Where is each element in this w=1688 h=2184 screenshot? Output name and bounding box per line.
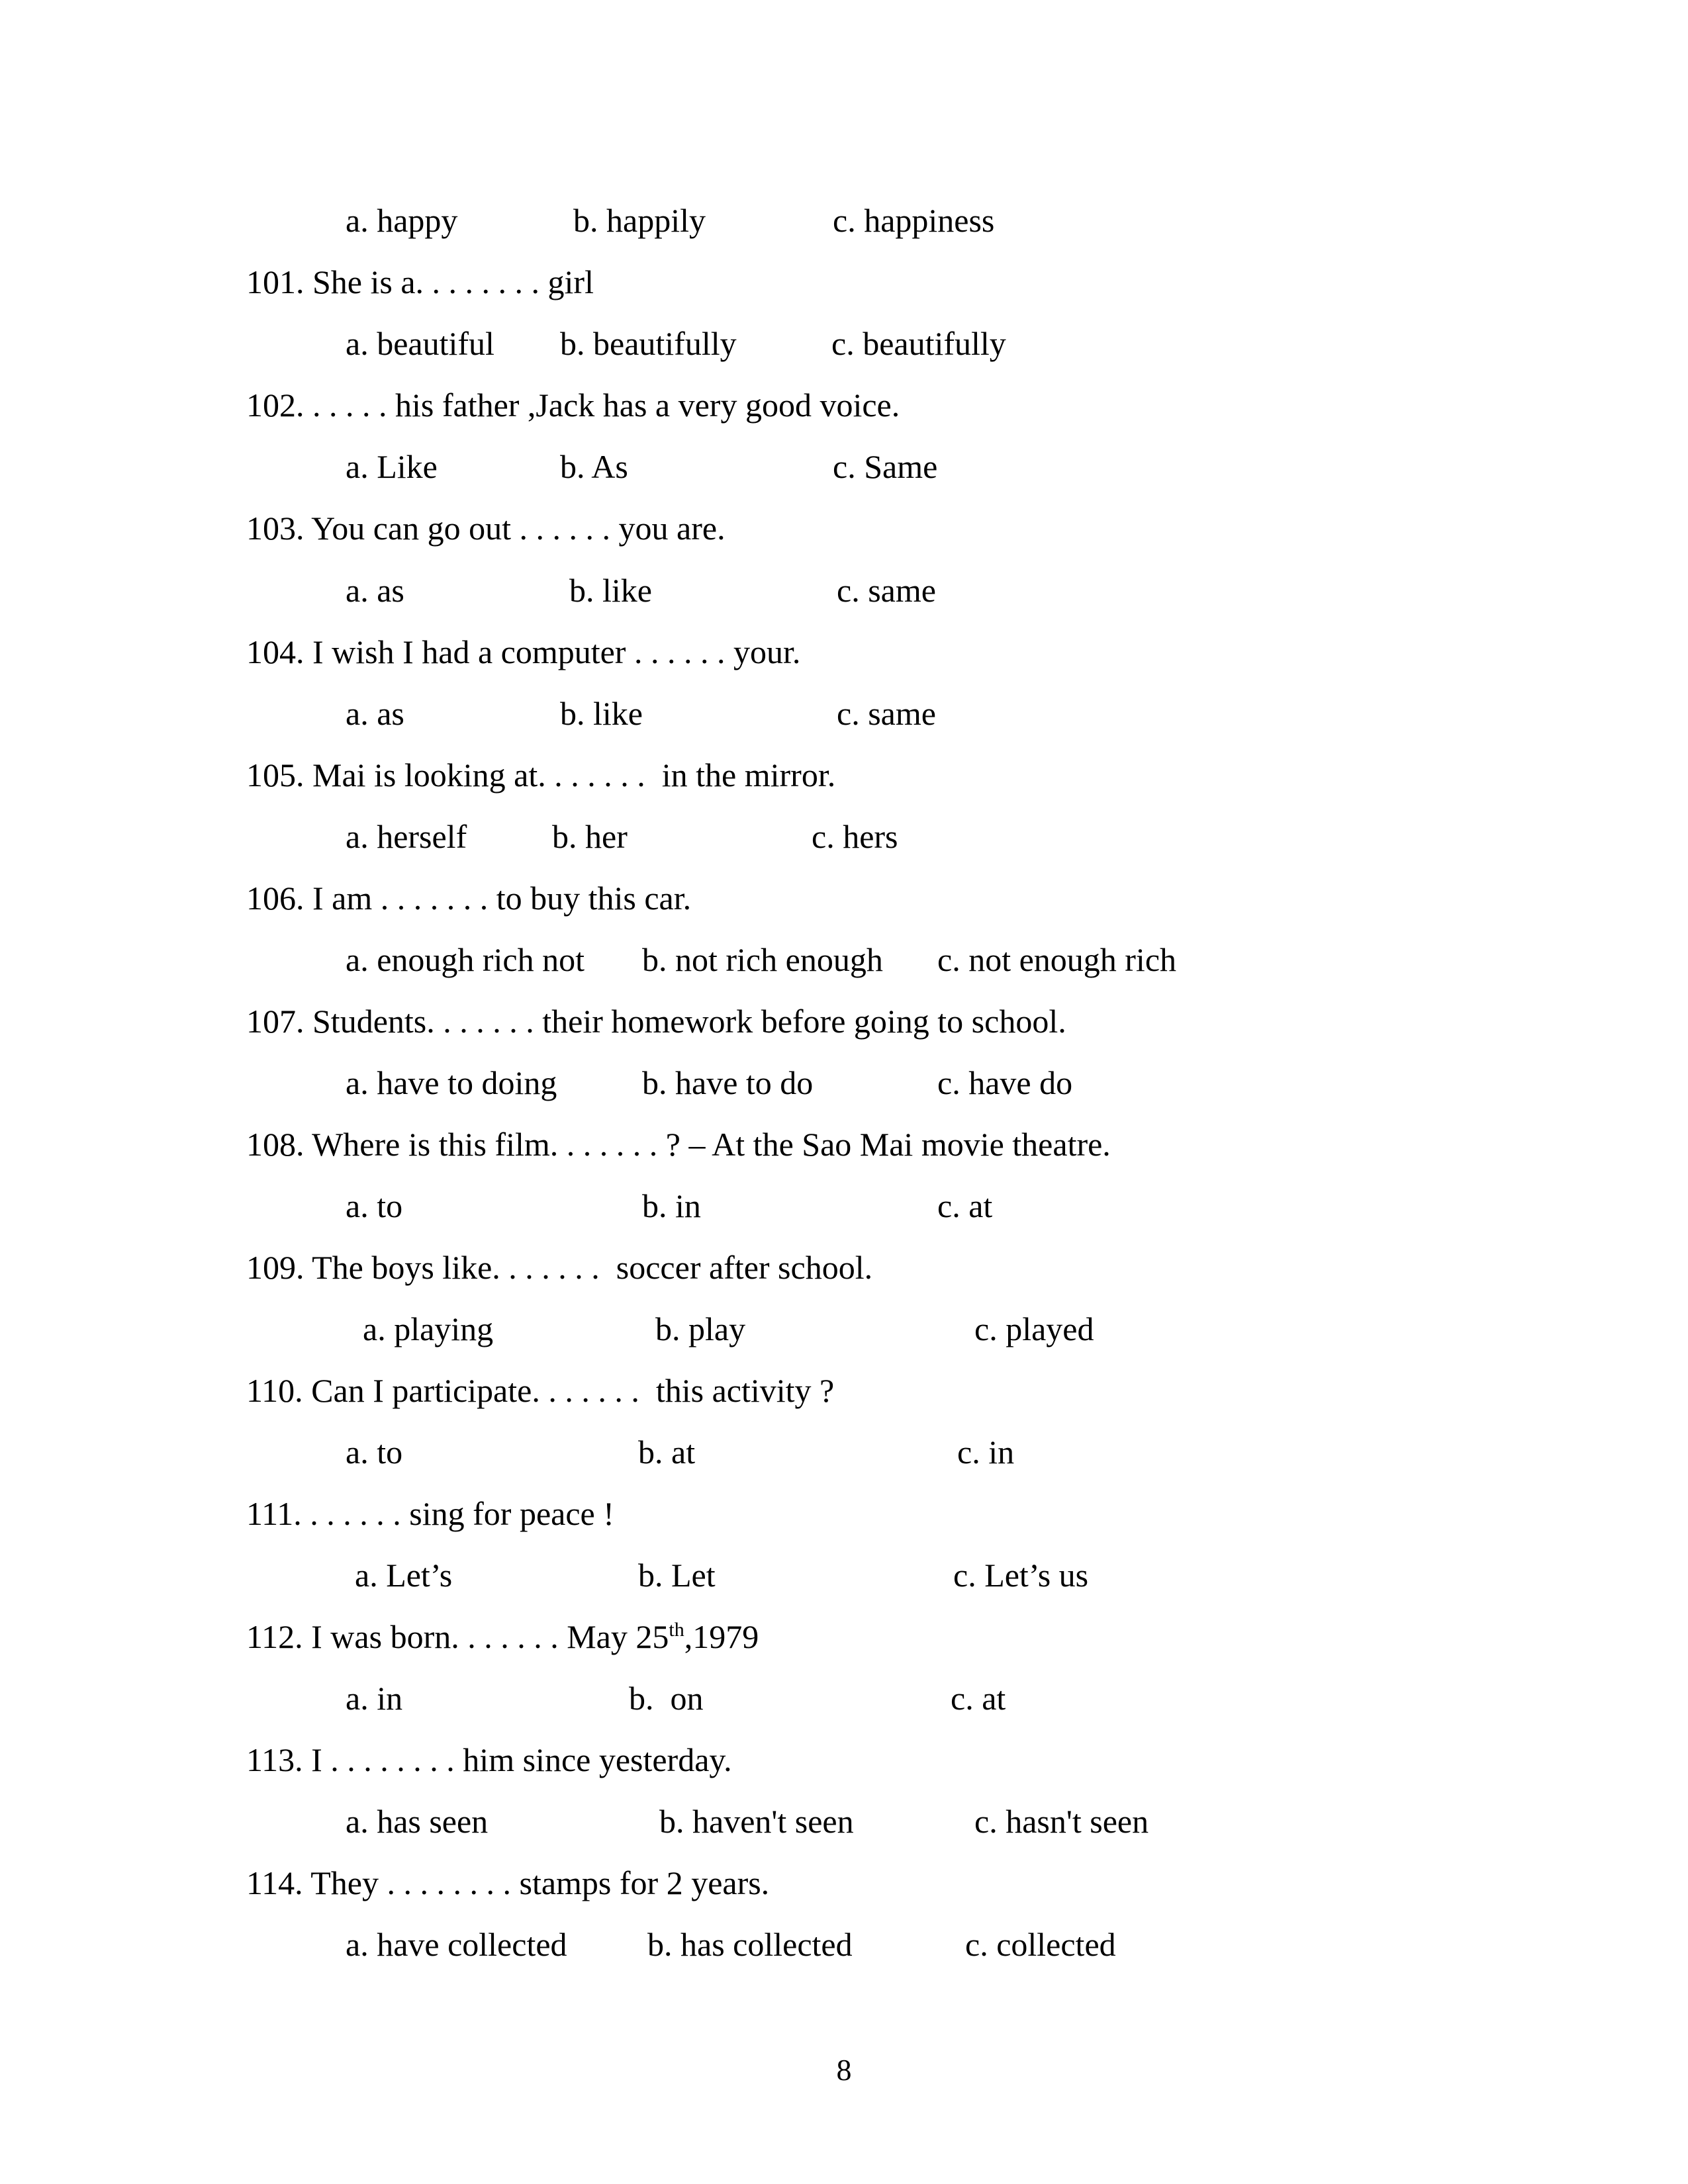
- question-108: [246, 1124, 1111, 1164]
- question-105: [246, 755, 835, 795]
- option-111-c: c. Let’s us: [953, 1557, 1089, 1594]
- option-113-a: a. has seen: [346, 1803, 489, 1840]
- option-105-a: a. herself: [346, 818, 467, 855]
- option-101-b: b. beautifully: [560, 325, 737, 362]
- option-113-c: c. hasn't seen: [974, 1803, 1149, 1840]
- question-103: [246, 508, 726, 548]
- question-114: [246, 1863, 769, 1903]
- option-112-c: c. at: [951, 1680, 1006, 1717]
- question-stem: . . . . . . sing for peace !: [310, 1495, 614, 1532]
- option-112-b: b. on: [629, 1680, 704, 1717]
- option-101-c: c. beautifully: [831, 325, 1006, 362]
- option-110-c: c. in: [957, 1433, 1015, 1471]
- question-number: 114.: [246, 1864, 303, 1901]
- option-114-b: b. has collected: [647, 1926, 853, 1963]
- question-107: [246, 1001, 1066, 1041]
- option-109-b: b. play: [655, 1310, 746, 1347]
- question-stem: I . . . . . . . . him since yesterday.: [311, 1741, 732, 1778]
- option-103-c: c. same: [837, 572, 936, 609]
- question-stem: I wish I had a computer . . . . . . your.: [312, 633, 801, 670]
- option-106-a: a. enough rich not: [346, 941, 585, 978]
- option-114-a: a. have collected: [346, 1926, 567, 1963]
- question-stem: . . . . . his father ,Jack has a very good voice.: [312, 387, 900, 424]
- question-stem: The boys like. . . . . . . soccer after school.: [312, 1249, 873, 1286]
- option-111-a: a. Let’s: [355, 1557, 453, 1594]
- question-stem: Can I participate. . . . . . . this activity ?: [311, 1372, 835, 1409]
- question-104: [246, 632, 800, 672]
- option-102-b: b. As: [560, 448, 628, 485]
- option-109-a: a. playing: [363, 1310, 494, 1347]
- leading-option-b: b. happily: [573, 202, 706, 239]
- question-113: [246, 1740, 732, 1780]
- option-110-a: a. to: [346, 1433, 403, 1471]
- question-number: 110.: [246, 1372, 303, 1409]
- option-104-c: c. same: [837, 695, 936, 732]
- option-104-b: b. like: [560, 695, 643, 732]
- leading-option-a: a. happy: [346, 202, 458, 239]
- option-111-b: b. Let: [638, 1557, 716, 1594]
- question-stem: I am . . . . . . . to buy this car.: [312, 880, 692, 917]
- option-108-b: b. in: [642, 1187, 701, 1224]
- option-103-a: a. as: [346, 572, 404, 609]
- question-110: [246, 1371, 834, 1410]
- leading-option-c: c. happiness: [833, 202, 995, 239]
- question-number: 108.: [246, 1126, 305, 1163]
- question-109: [246, 1248, 872, 1287]
- option-108-c: c. at: [937, 1187, 993, 1224]
- question-stem: They . . . . . . . . stamps for 2 years.: [310, 1864, 770, 1901]
- option-106-b: b. not rich enough: [642, 941, 883, 978]
- question-112: [246, 1617, 759, 1657]
- question-101: [246, 262, 594, 302]
- option-104-a: a. as: [346, 695, 404, 732]
- option-113-b: b. haven't seen: [659, 1803, 854, 1840]
- question-stem-end: ,1979: [684, 1618, 759, 1655]
- ordinal-suffix: th: [669, 1619, 684, 1641]
- question-stem: Students. . . . . . . their homework before going to school.: [312, 1003, 1066, 1040]
- question-number: 113.: [246, 1741, 303, 1778]
- option-102-c: c. Same: [833, 448, 938, 485]
- question-number: 111.: [246, 1495, 302, 1532]
- question-number: 105.: [246, 756, 305, 794]
- question-number: 107.: [246, 1003, 305, 1040]
- option-106-c: c. not enough rich: [937, 941, 1177, 978]
- option-110-b: b. at: [638, 1433, 696, 1471]
- question-number: 104.: [246, 633, 305, 670]
- question-stem: Where is this film. . . . . . . ? – At the Sao Mai movie theatre.: [312, 1126, 1111, 1163]
- question-106: [246, 878, 691, 918]
- option-109-c: c. played: [974, 1310, 1094, 1347]
- option-107-b: b. have to do: [642, 1064, 814, 1101]
- question-number: 106.: [246, 880, 305, 917]
- option-101-a: a. beautiful: [346, 325, 494, 362]
- question-stem: You can go out . . . . . . you are.: [311, 510, 726, 547]
- option-102-a: a. Like: [346, 448, 438, 485]
- question-number: 103.: [246, 510, 305, 547]
- question-number: 112.: [246, 1618, 303, 1655]
- option-108-a: a. to: [346, 1187, 403, 1224]
- question-number: 101.: [246, 263, 305, 300]
- option-107-c: c. have do: [937, 1064, 1073, 1101]
- option-103-b: b. like: [569, 572, 652, 609]
- question-stem: Mai is looking at. . . . . . . in the mirror.: [312, 756, 836, 794]
- question-stem: She is a. . . . . . . . girl: [312, 263, 594, 300]
- page-number: 8: [836, 2053, 852, 2087]
- option-114-c: c. collected: [965, 1926, 1116, 1963]
- option-105-c: c. hers: [812, 818, 898, 855]
- question-102: [246, 385, 900, 425]
- question-number: 102.: [246, 387, 305, 424]
- question-111: [246, 1494, 614, 1533]
- option-112-a: a. in: [346, 1680, 403, 1717]
- option-105-b: b. her: [552, 818, 628, 855]
- option-107-a: a. have to doing: [346, 1064, 557, 1101]
- question-number: 109.: [246, 1249, 305, 1286]
- question-stem: I was born. . . . . . . May 25: [311, 1618, 669, 1655]
